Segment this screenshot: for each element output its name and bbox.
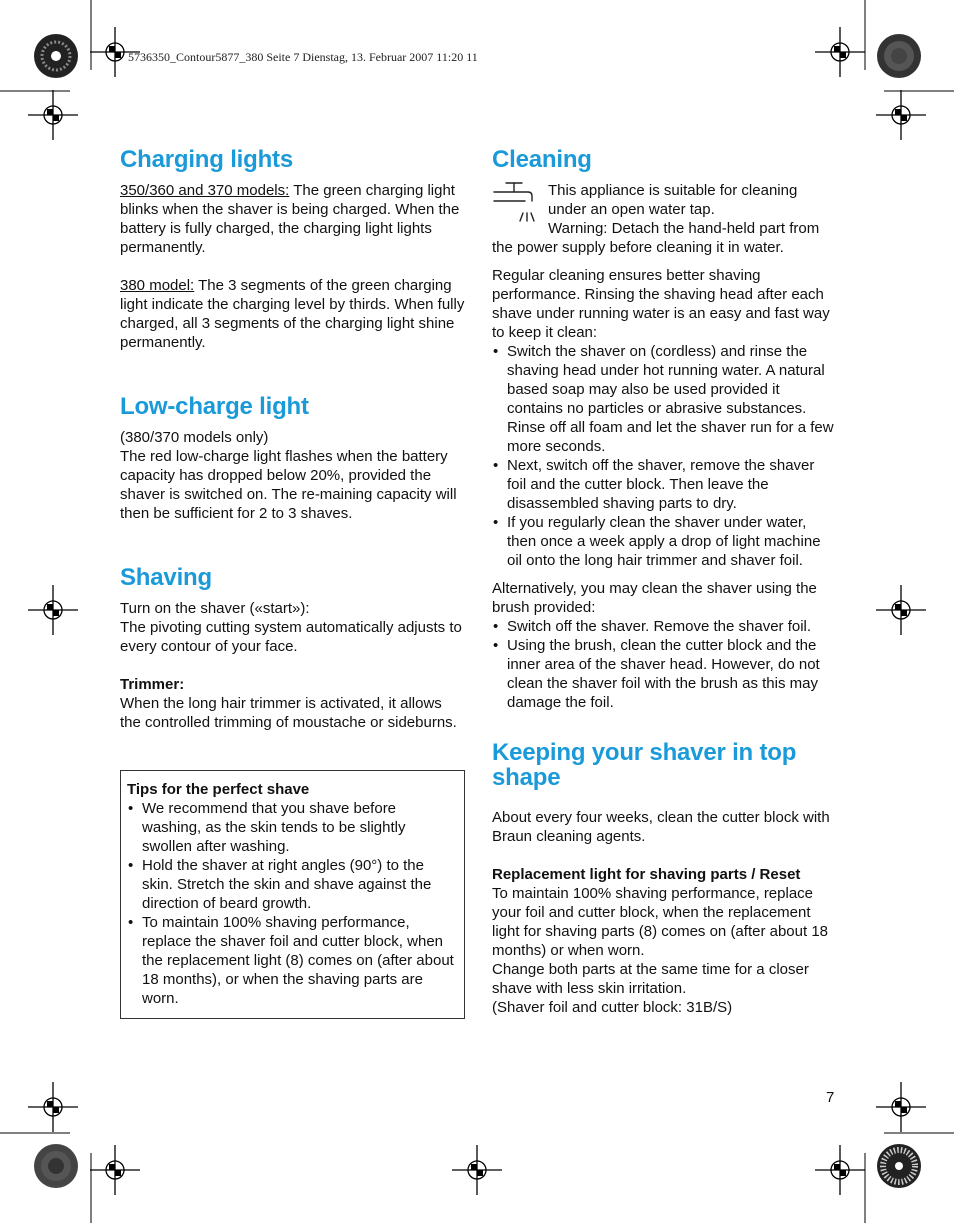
list-item: • Next, switch off the shaver, remove the shaver foil and the cutter block. Then leave the disassembled shaving parts to dry. bbox=[492, 456, 837, 513]
reset-label: Replacement light for shaving parts / Reset bbox=[492, 866, 801, 883]
print-header: 5736350_Contour5877_380 Seite 7 Dienstag, 13. Februar 2007 11:20 11 bbox=[128, 50, 478, 64]
charging-p2-text: The 3 segments of the green charging light indicate the charging level by thirds. When fully charged, all 3 segments of the charging light shine permanently. bbox=[120, 277, 465, 351]
tips-box bbox=[120, 770, 465, 1019]
lowcharge-section bbox=[120, 394, 465, 523]
charging-p1-text: The green charging light blinks when the shaver is being charged. When the battery is fully charged, the charging light lights permanently. bbox=[120, 182, 460, 256]
tips-title: Tips for the perfect shave bbox=[127, 781, 310, 798]
list-item: • Switch the shaver on (cordless) and rinse the shaving head under hot running water. A natural based soap may also be used provided it contains no particles or abrasive substances. Rinse off all foam and let the shaver run for a few more seconds. bbox=[492, 342, 837, 456]
list-item: • To maintain 100% shaving performance, replace the shaver foil and cutter block, when the replacement light (8) comes on (after about 18 months), or when the shaving parts are worn. bbox=[127, 913, 458, 1008]
charging-title: Charging lights bbox=[120, 146, 293, 173]
cleaning-para-3: Alternatively, you may clean the shaver using the brush provided: bbox=[492, 580, 817, 616]
reset-text: To maintain 100% shaving performance, replace your foil and cutter block, when the replacement light for shaving parts (8) comes on (after about 18 months) or when worn. bbox=[492, 885, 829, 959]
charging-para-1 bbox=[120, 181, 465, 257]
lowcharge-note: (380/370 models only) bbox=[120, 429, 269, 446]
shaving-title: Shaving bbox=[120, 564, 212, 591]
shaving-line-1: Turn on the shaver («start»): bbox=[120, 600, 310, 617]
list-item: • If you regularly clean the shaver under water, then once a week apply a drop of light machine oil onto the long hair trimmer and shaver foil. bbox=[492, 513, 837, 570]
cleaning-para-2: Regular cleaning ensures better shaving performance. Rinsing the shaving head after each shave under running water is an easy and fast way to keep it clean: bbox=[492, 267, 830, 341]
keeping-title: Keeping your shaver in top shape bbox=[492, 739, 797, 791]
tips-list bbox=[127, 799, 458, 1008]
shaving-line-2: The pivoting cutting system automatically adjusts to every contour of your face. bbox=[120, 619, 462, 655]
charging-p2-label: 380 model: bbox=[120, 277, 195, 294]
list-item: • Using the brush, clean the cutter block and the inner area of the shaver head. However, do not clean the shaver foil with the brush as this may damage the foil. bbox=[492, 636, 837, 712]
keeping-section bbox=[492, 740, 837, 1017]
trimmer-label: Trimmer: bbox=[120, 676, 185, 693]
cleaning-intro bbox=[492, 181, 837, 219]
reset-text-2: Change both parts at the same time for a closer shave with less skin irritation. bbox=[492, 961, 809, 997]
left-column bbox=[120, 147, 465, 1019]
cleaning-list-1 bbox=[492, 342, 837, 570]
trimmer-text: When the long hair trimmer is activated, it allows the controlled trimming of moustache or sideburns. bbox=[120, 695, 457, 731]
cleaning-list-2 bbox=[492, 617, 837, 712]
list-item: • Hold the shaver at right angles (90°) to the skin. Stretch the skin and shave against the direction of beard growth. bbox=[127, 856, 458, 913]
charging-section bbox=[120, 147, 465, 352]
cleaning-section bbox=[492, 147, 837, 712]
right-column bbox=[492, 147, 837, 1017]
list-item: • Switch off the shaver. Remove the shaver foil. bbox=[492, 617, 837, 636]
charging-para-2 bbox=[120, 276, 465, 352]
list-item: • We recommend that you shave before washing, as the skin tends to be slightly swollen after washing. bbox=[127, 799, 458, 856]
cleaning-intro-2: Warning: Detach the hand-held part from the power supply before cleaning it in water. bbox=[492, 220, 820, 256]
reset-text-3: (Shaver foil and cutter block: 31B/S) bbox=[492, 999, 733, 1016]
cleaning-intro-1: This appliance is suitable for cleaning under an open water tap. bbox=[548, 182, 798, 218]
charging-p1-label: 350/360 and 370 models: bbox=[120, 182, 290, 199]
shaving-section bbox=[120, 565, 465, 732]
page-number: 7 bbox=[826, 1089, 835, 1106]
cleaning-warning bbox=[492, 219, 837, 257]
keeping-para-1: About every four weeks, clean the cutter block with Braun cleaning agents. bbox=[492, 809, 830, 845]
water-tap-icon bbox=[492, 181, 542, 225]
cleaning-title: Cleaning bbox=[492, 146, 592, 173]
lowcharge-text: The red low-charge light flashes when the battery capacity has dropped below 20%, provided the shaver is switched on. The re-maining capacity will then be sufficient for 2 to 3 shaves. bbox=[120, 448, 457, 522]
lowcharge-title: Low-charge light bbox=[120, 393, 309, 420]
